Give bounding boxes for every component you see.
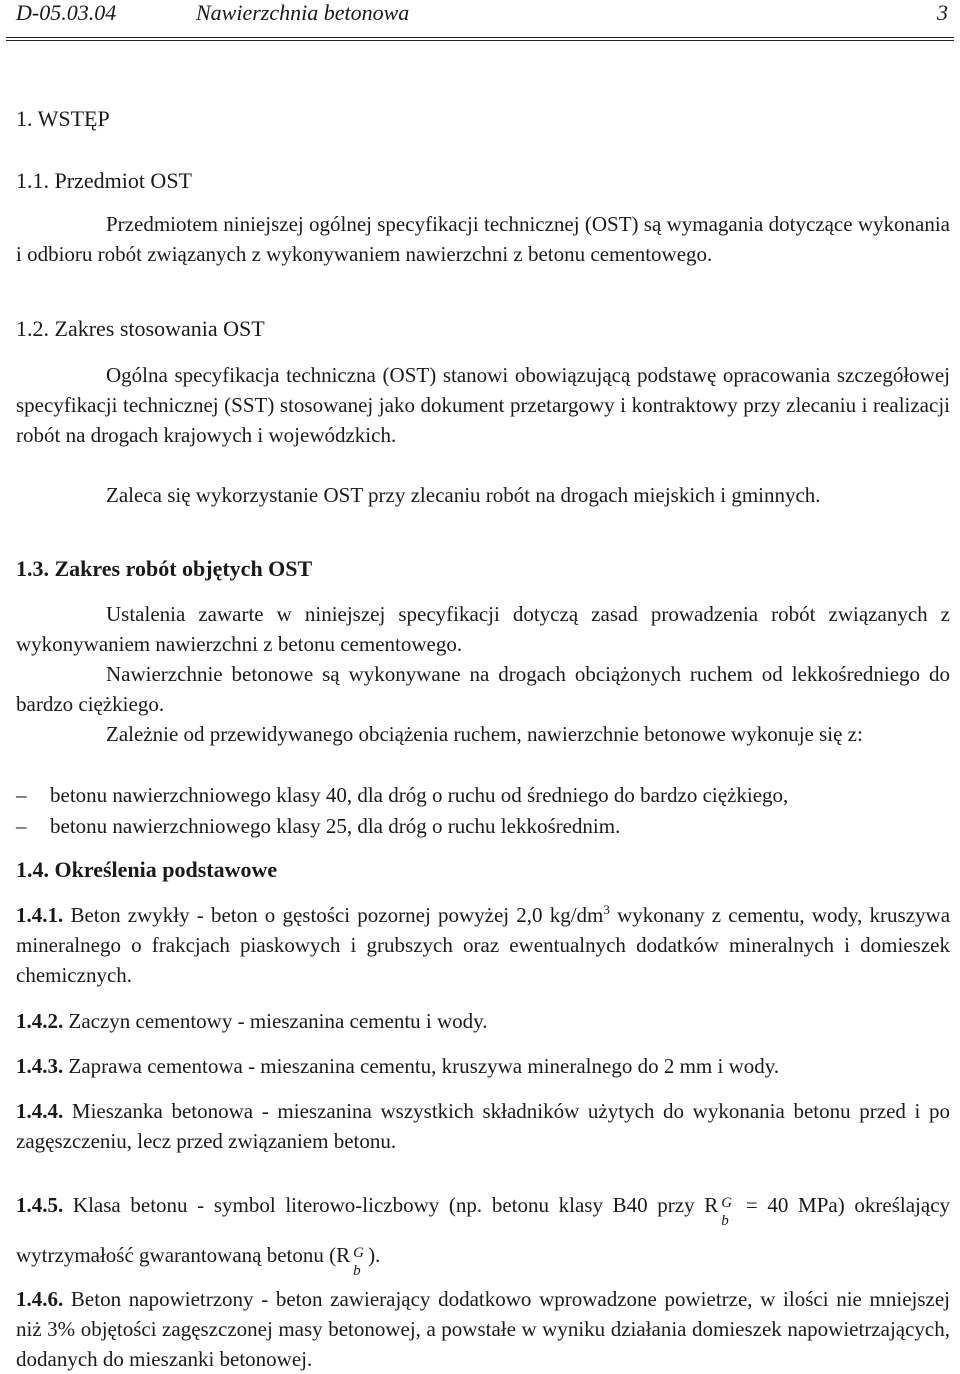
definition-number: 1.4.4. xyxy=(16,1099,64,1123)
definition-number: 1.4.5. xyxy=(16,1193,64,1217)
definition-text-end: ). xyxy=(368,1243,381,1267)
dash-bullet: – xyxy=(16,783,27,807)
header-divider-thin xyxy=(6,40,954,41)
paragraph-1-3-c: Zależnie od przewidywanego obciążenia ruchem, nawierzchnie betonowe wykonuje się z: xyxy=(106,722,863,746)
list-item xyxy=(16,811,950,841)
section-heading-1-2: 1.2. Zakres stosowania OST xyxy=(16,316,265,341)
definition-1-4-1 xyxy=(16,900,950,990)
paragraph-1-2-a: Ogólna specyfikacja techniczna (OST) stanowi obowiązującą podstawę opracowania szczegółowej specyfikacji technicznej (SST) stosowanej jako dokument przetargowy i kontraktowy przy zlecaniu i realizacji robót na drogach krajowych i wojewódzkich. xyxy=(16,363,950,447)
list-item xyxy=(16,780,950,810)
document-code: D-05.03.04 xyxy=(16,0,117,25)
definition-1-4-5 xyxy=(16,1180,950,1280)
definition-text-cont: określający wytrzymałość gwarantowaną betonu (R xyxy=(16,1193,951,1267)
definition-text: Beton napowietrzony - beton zawierający dodatkowo wprowadzone powietrze, w ilości nie mniejszej niż 3% objętości zagęszczonej masy betonowej, a powstałe w wyniku działania domieszek napowietrzających, dodanych do mieszanki betonowej. xyxy=(16,1287,951,1371)
list-item-text: betonu nawierzchniowego klasy 40, dla dróg o ruchu od średniego do bardzo ciężkiego, xyxy=(50,783,789,807)
paragraph-1-1: Przedmiotem niniejszej ogólnej specyfikacji technicznej (OST) są wymagania dotyczące wykonania i odbioru robót związanych z wykonywaniem nawierzchni z betonu cementowego. xyxy=(16,212,950,266)
definition-text: Beton zwykły - beton o gęstości pozornej powyżej 2,0 kg/dm xyxy=(70,903,604,927)
paragraph-1-3-a: Ustalenia zawarte w niniejszej specyfikacji dotyczą zasad prowadzenia robót związanych z wykonywaniem nawierzchni z betonu cementowego. xyxy=(16,602,950,656)
definition-number: 1.4.6. xyxy=(16,1287,64,1311)
definition-number: 1.4.3. xyxy=(16,1054,64,1078)
definition-1-4-3 xyxy=(16,1051,950,1081)
definition-text-value: = 40 MPa) xyxy=(745,1193,845,1217)
definition-1-4-2 xyxy=(16,1006,950,1036)
paragraph-1-3-b: Nawierzchnie betonowe są wykonywane na drogach obciążonych ruchem od lekkośredniego do bardzo ciężkiego. xyxy=(16,662,950,716)
definition-number: 1.4.1. xyxy=(16,903,64,927)
definition-text-cont: wykonany z cementu, wody, kruszywa mineralnego o frakcjach piaskowych i grubszych oraz ewentualnych dodatków mineralnych i domieszek chemicznych. xyxy=(16,903,951,987)
section-heading-1-4: 1.4. Określenia podstawowe xyxy=(16,857,278,882)
definition-number: 1.4.2. xyxy=(16,1009,64,1033)
document-title: Nawierzchnia betonowa xyxy=(196,0,410,25)
definition-text: Zaprawa cementowa - mieszanina cementu, kruszywa mineralnego do 2 mm i wody. xyxy=(68,1054,780,1078)
definition-text: Mieszanka betonowa - mieszanina wszystkich składników użytych do wykonania betonu przed i po zagęszczeniu, lecz przed związaniem betonu. xyxy=(16,1099,950,1153)
header-divider xyxy=(6,37,954,38)
paragraph-1-2-b: Zaleca się wykorzystanie OST przy zlecaniu robót na drogach miejskich i gminnych. xyxy=(106,483,821,507)
definition-1-4-6 xyxy=(16,1284,950,1374)
page-header xyxy=(16,0,948,30)
section-heading-1: 1. WSTĘP xyxy=(16,106,110,131)
definition-1-4-4 xyxy=(16,1096,950,1156)
page-number: 3 xyxy=(937,0,948,25)
dash-bullet: – xyxy=(16,814,27,838)
section-heading-1-3: 1.3. Zakres robót objętych OST xyxy=(16,556,313,581)
section-heading-1-1: 1.1. Przedmiot OST xyxy=(16,168,192,193)
strength-symbol: G b xyxy=(353,1245,364,1279)
superscript: 3 xyxy=(603,902,610,917)
definition-text: Klasa betonu - symbol literowo-liczbowy (np. betonu klasy B40 przy R xyxy=(72,1193,719,1217)
definition-text: Zaczyn cementowy - mieszanina cementu i wody. xyxy=(68,1009,488,1033)
strength-symbol: G b xyxy=(721,1195,733,1229)
list-item-text: betonu nawierzchniowego klasy 25, dla dróg o ruchu lekkośrednim. xyxy=(50,814,621,838)
